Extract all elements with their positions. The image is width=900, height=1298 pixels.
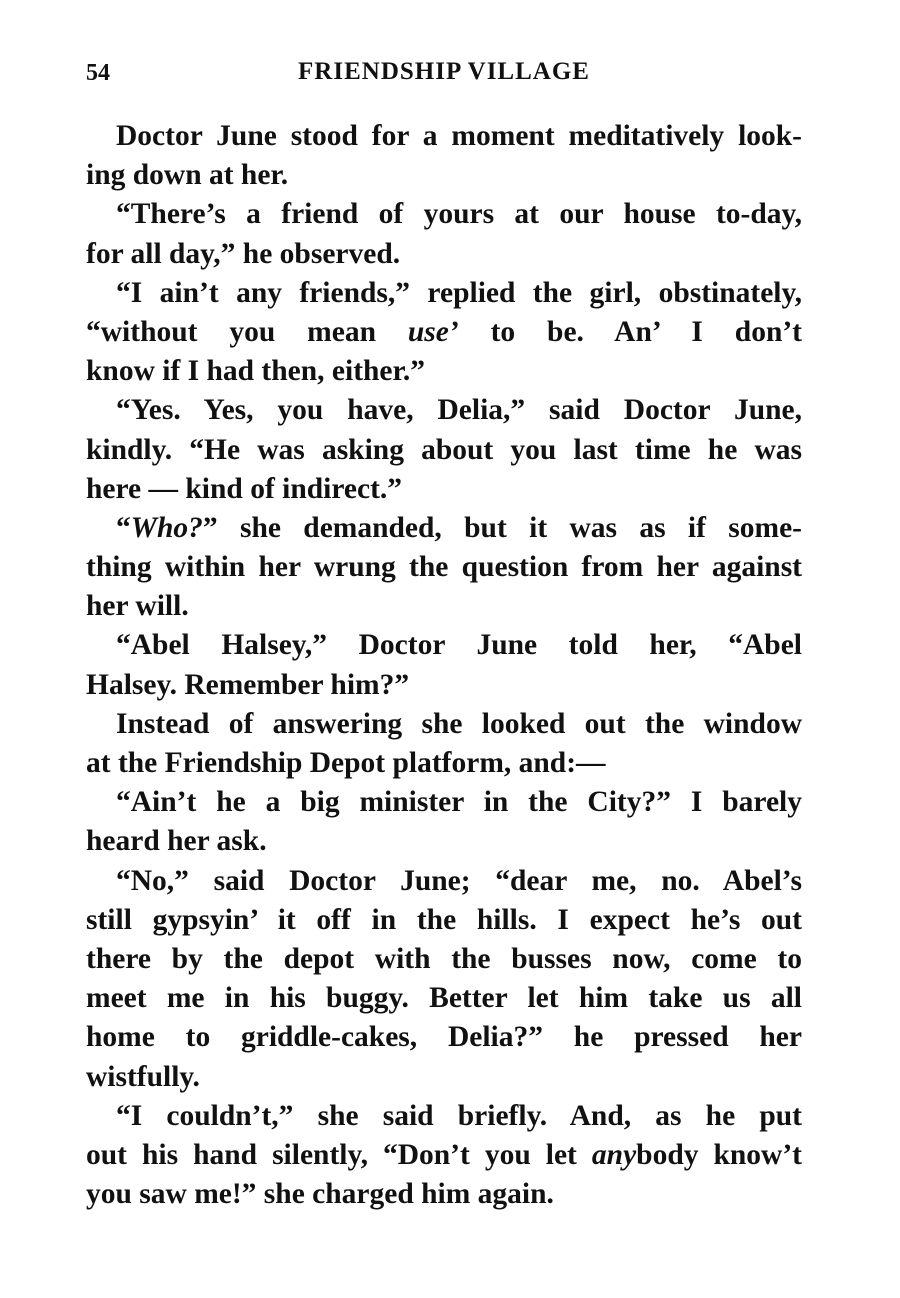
text-line: wistfully. <box>86 1060 200 1093</box>
text-line: “Ain’t he a big minister in the City?” I barely <box>116 786 802 819</box>
text-fragment: out his hand silently, “Don’t you let <box>86 1138 592 1171</box>
text-line: know if I had then, either.” <box>86 355 426 388</box>
page-number: 54 <box>86 60 110 86</box>
text-line: at the Friendship Depot platform, and:— <box>86 747 606 779</box>
italic-word: Who? <box>130 511 203 544</box>
text-line <box>86 509 802 548</box>
text-line: for all day,” he observed. <box>86 237 401 270</box>
text-line: Halsey. Remember him?” <box>86 668 410 701</box>
text-line: “No,” said Doctor June; “dear me, no. Abel’s <box>116 864 802 897</box>
text-line: ing down at her. <box>86 159 289 192</box>
body-text <box>86 117 802 1214</box>
text-line: Doctor June stood for a moment meditatively look- <box>116 120 802 152</box>
text-line <box>86 313 802 352</box>
text-line <box>86 1136 802 1175</box>
text-fragment: “ <box>116 511 131 544</box>
running-head: FRIENDSHIP VILLAGE <box>298 58 590 85</box>
text-line: meet me in his buggy. Better let him take us all <box>86 982 802 1015</box>
text-line: “I ain’t any friends,” replied the girl, obstinately, <box>116 276 802 309</box>
text-line: “There’s a friend of yours at our house to-day, <box>116 198 802 231</box>
text-line: her will. <box>86 590 189 623</box>
text-line: there by the depot with the busses now, come to <box>86 942 802 975</box>
text-fragment: body know’t <box>636 1138 802 1171</box>
text-fragment: “without you mean <box>86 315 408 348</box>
text-line: “Abel Halsey,” Doctor June told her, “Abel <box>116 629 802 662</box>
italic-word: any <box>591 1138 637 1171</box>
text-line: heard her ask. <box>86 825 267 858</box>
text-fragment: to be. An’ I don’t <box>458 315 802 348</box>
text-line: “I couldn’t,” she said briefly. And, as he put <box>116 1099 802 1132</box>
text-line: thing within her wrung the question from her against <box>86 551 802 584</box>
text-line: you saw me!” she charged him again. <box>86 1178 554 1211</box>
text-line: still gypsyin’ it off in the hills. I expect he’s out <box>86 903 802 936</box>
text-line: home to griddle-cakes, Delia?” he pressed her <box>86 1021 802 1054</box>
text-line: here — kind of indirect.” <box>86 472 403 505</box>
page-header <box>86 58 802 92</box>
text-line: “Yes. Yes, you have, Delia,” said Doctor June, <box>116 394 802 427</box>
text-line: kindly. “He was asking about you last time he was <box>86 433 802 466</box>
text-fragment: ” she demanded, but it was as if some- <box>202 511 802 544</box>
text-line: Instead of answering she looked out the window <box>116 707 802 740</box>
italic-word: use’ <box>407 315 459 348</box>
